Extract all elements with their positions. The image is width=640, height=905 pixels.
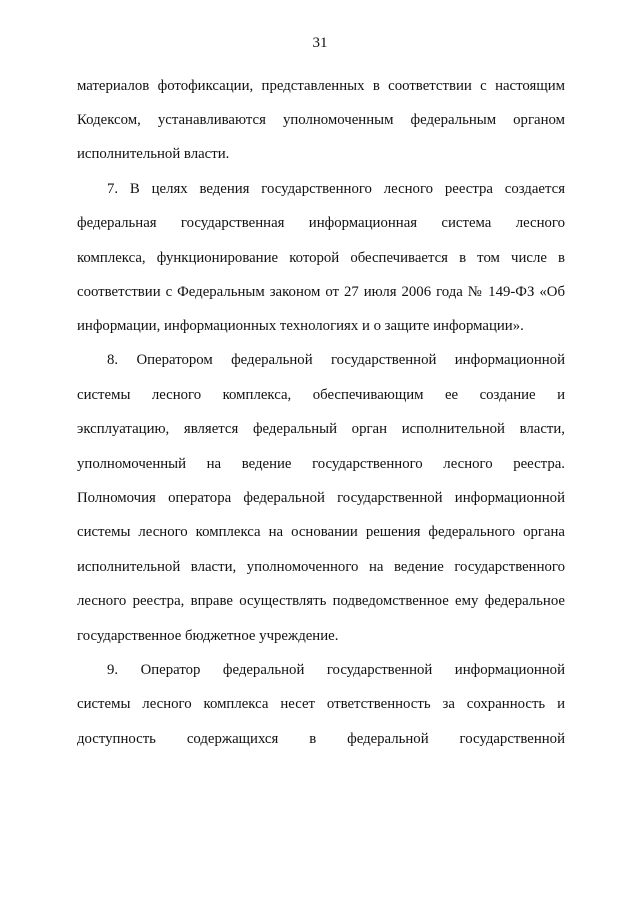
text-line: исполнительной власти, уполномоченного на ведение государственного xyxy=(77,559,565,575)
text-line: эксплуатацию, является федеральный орган исполнительной власти, xyxy=(77,421,565,437)
text-line: системы лесного комплекса несет ответственность за сохранность и xyxy=(77,696,565,712)
text-line: комплекса, функционирование которой обеспечивается в том числе в xyxy=(77,250,565,266)
text-line: 8. Оператором федеральной государственной информационной xyxy=(107,352,565,368)
text-line: соответствии с Федеральным законом от 27 июля 2006 года № 149-ФЗ «Об xyxy=(77,284,565,300)
text-line: материалов фотофиксации, представленных в соответствии с настоящим xyxy=(77,78,565,94)
text-line: системы лесного комплекса на основании решения федерального органа xyxy=(77,524,565,540)
text-line: доступность содержащихся в федеральной государственной xyxy=(77,731,565,747)
text-line: 7. В целях ведения государственного лесного реестра создается xyxy=(107,181,565,197)
text-line: лесного реестра, вправе осуществлять подведомственное ему федеральное xyxy=(77,593,565,609)
text-line: федеральная государственная информационная система лесного xyxy=(77,215,565,231)
text-line: информации, информационных технологиях и о защите информации». xyxy=(77,318,524,334)
text-line: государственное бюджетное учреждение. xyxy=(77,628,339,644)
text-line: Полномочия оператора федеральной государственной информационной xyxy=(77,490,565,506)
page-number: 31 xyxy=(312,35,328,51)
text-line: системы лесного комплекса, обеспечивающим ее создание и xyxy=(77,387,565,403)
text-line: Кодексом, устанавливаются уполномоченным федеральным органом xyxy=(77,112,565,128)
text-line: 9. Оператор федеральной государственной информационной xyxy=(107,662,565,678)
text-line: уполномоченный на ведение государственного лесного реестра. xyxy=(77,456,565,472)
text-line: исполнительной власти. xyxy=(77,146,230,162)
